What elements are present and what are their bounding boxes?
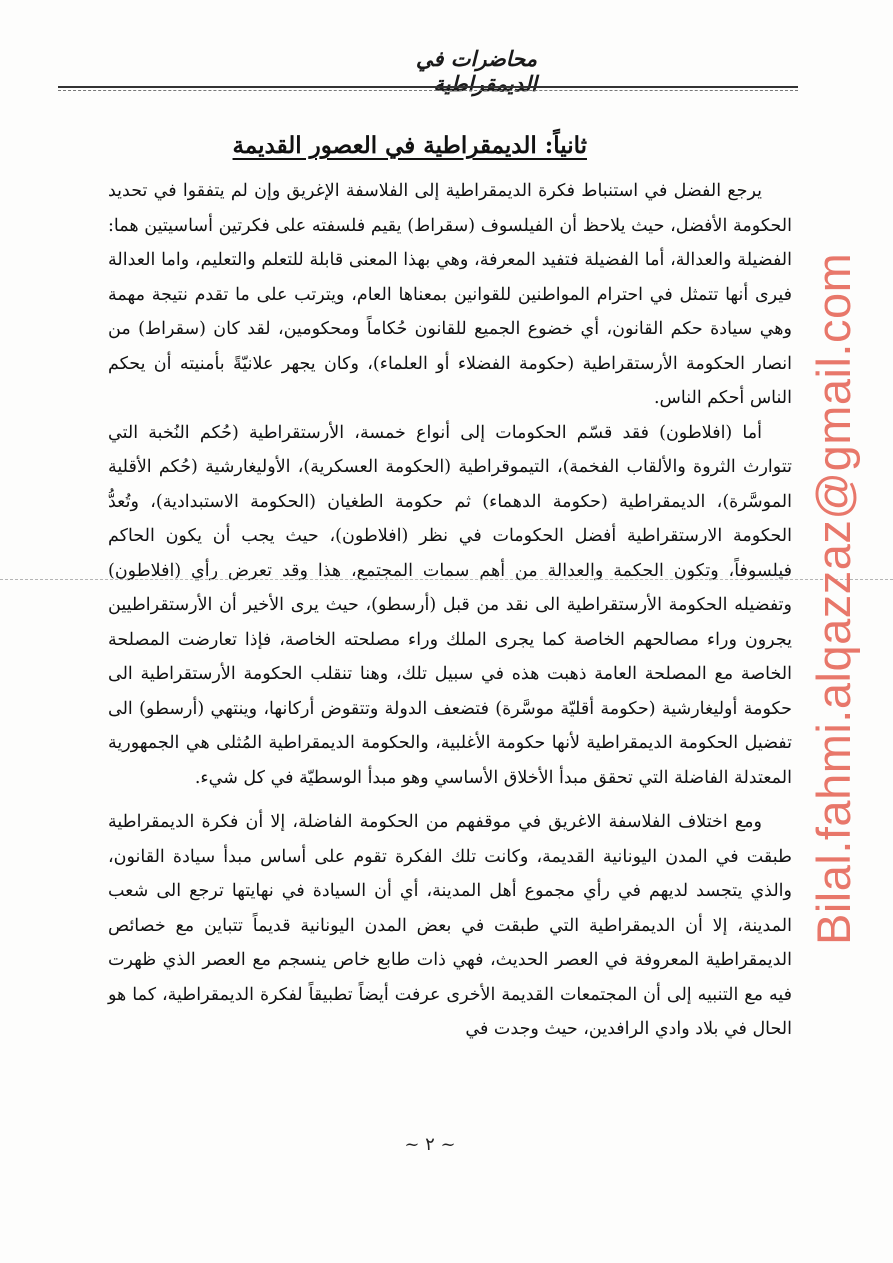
paragraph-greek-cities: ومع اختلاف الفلاسفة الاغريق في موقفهم من الحكومة الفاضلة، إلا أن فكرة الديمقراطية طبقت في المدن اليونانية القديمة، وكانت تلك الفكرة تقوم على أساس مبدأ سيادة القانون، والذي يتجسد لديهم في رأي مجموع أهل المدينة، أي أن السيادة في نهايتها ترجع الى شعب المدينة، إلا أن الديمقراطية التي طبقت في بعض المدن اليونانية قديماً تتباين مع خصائص الديمقراطية المعروفة في العصر الحديث، فهي ذات طابع خاص ينسجم مع العصر الذي ظهرت فيه مع التنبيه إلى أن المجتمعات القديمة الأخرى عرفت أيضاً تطبيقاً لفكرة الديمقراطية، كما هو الحال في بلاد وادي الرافدين، حيث وجدت في <box>108 812 792 1039</box>
scan-artifact-line <box>0 579 893 580</box>
paragraph-plato-aristotle: أما (افلاطون) فقد قسّم الحكومات إلى أنواع خمسة، الأرستقراطية (حُكم النُخبة التي تتوارث الثروة والألقاب الفخمة)، التيموقراطية (الحكومة العسكرية)، الأوليغارشية (حُكم الأقلية الموسَّرة)، الديمقراطية (حكومة الدهماء) ثم حكومة الطغيان (الحكومة الاستبدادية)، وتُعدُّ الحكومة الارستقراطية أفضل الحكومات في نظر (افلاطون)، حيث يجب أن يكون الحاكم فيلسوفاً، وتكون الحكمة والعدالة من أهم سمات المجتمع، هذا وقد تعرض رأي (افلاطون) وتفضيله الحكومة الأرستقراطية الى نقد من قبل (أرسطو)، حيث يرى الأخير أن الأرستقراطيين يجرون وراء مصالحهم الخاصة كما يجرى الملك وراء مصلحته الخاصة، فإذا تعارضت المصلحة الخاصة مع المصلحة العامة ذهبت هذه في سبيل تلك، وهنا تنقلب الحكومة الأرستقراطية الى حكومة أوليغارشية (حكومة أقليّة موسَّرة) فتضعف الدولة وتتقوض أركانها، وينتهي (أرسطو) الى تفضيل الحكومة الديمقراطية لأنها حكومة الأغلبية، والحكومة الديمقراطية المُثلى هي الجمهورية المعتدلة الفاضلة التي تحقق مبدأ الأخلاق الأساسي وهو مبدأ الوسطيّة في كل شيء. <box>108 422 792 788</box>
body-text <box>108 174 792 1047</box>
running-header-title: محاضرات في الديمقراطية <box>415 46 537 96</box>
header-rule-dashed <box>58 90 798 91</box>
email-watermark: Bilal.fahmi.alqazzaz@gmail.com <box>807 252 860 945</box>
page-number: ~ ٢ ~ <box>404 1134 456 1155</box>
section-title: ثانياً: الديمقراطية في العصور القديمة <box>232 132 587 159</box>
paragraph-socrates: يرجع الفضل في استنباط فكرة الديمقراطية إلى الفلاسفة الإغريق وإن لم يتفقوا في تحديد الحكومة الأفضل، حيث يلاحظ أن الفيلسوف (سقراط) يقيم فلسفته على فكرتين أساسيتين هما: الفضيلة والعدالة، أما الفضيلة فتفيد المعرفة، وهي بهذا المعنى قابلة للتعلم والتعليم، واما العدالة فيرى أنها تتمثل في احترام المواطنين للقوانين بمعناها العام، ويترتب على ما تقدم نتيجة مهمة وهي سيادة حكم القانون، أي خضوع الجميع للقانون حُكاماً ومحكومين، لقد كان (سقراط) من انصار الحكومة الأرستقراطية (حكومة الفضلاء أو العلماء)، وكان يجهر علانيّةً بأمنيته أن يحكم الناس أحكم الناس. <box>108 181 792 408</box>
header-rule <box>58 86 798 88</box>
